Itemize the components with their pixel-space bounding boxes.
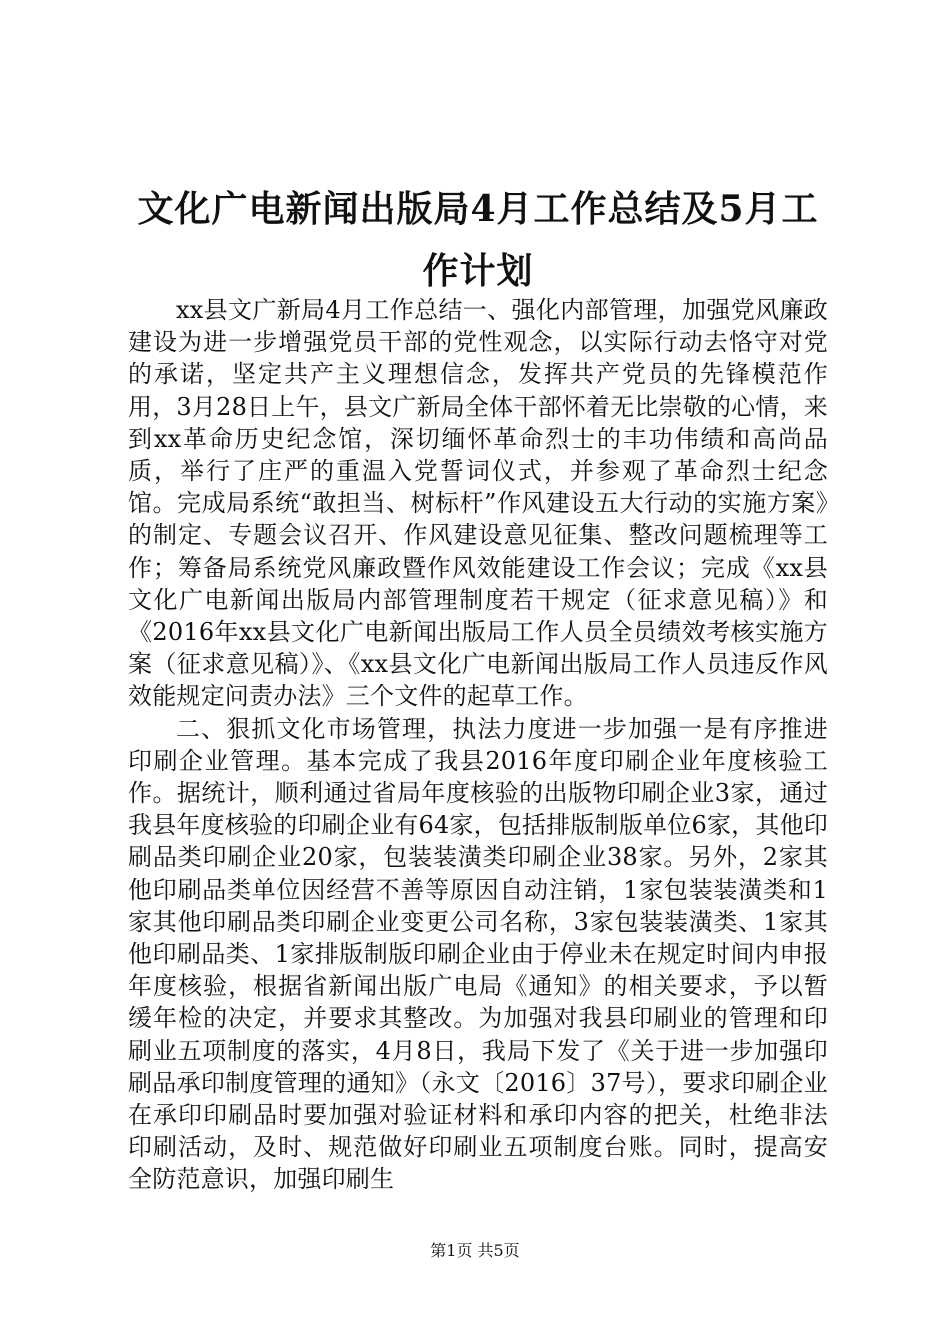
document-body [128,294,828,1196]
document-title: 文化广电新闻出版局4月工作总结及5月工作计划 [137,188,819,292]
page-number: 第1页 共5页 [430,1241,520,1260]
paragraph-1: xx县文广新局4月工作总结一、强化内部管理，加强党风廉政建设为进一步增强党员干部的党性观念，以实际行动去恪守对党的承诺，坚定共产主义理想信念，发挥共产党员的先锋模范作用，3月28日上午，县文广新局全体干部怀着无比崇敬的心情，来到xx革命历史纪念馆，深切缅怀革命烈士的丰功伟绩和高尚品质，举行了庄严的重温入党誓词仪式，并参观了革命烈士纪念馆。完成局系统“敢担当、树标杆”作风建设五大行动的实施方案》的制定、专题会议召开、作风建设意见征集、整改问题梳理等工作；筹备局系统党风廉政暨作风效能建设工作会议；完成《xx县文化广电新闻出版局内部管理制度若干规定（征求意见稿）》和《2016年xx县文化广电新闻出版局工作人员全员绩效考核实施方案（征求意见稿）》、《xx县文化广电新闻出版局工作人员违反作风效能规定问责办法》三个文件的起草工作。 [128,296,828,711]
paragraph-2: 二、狠抓文化市场管理，执法力度进一步加强一是有序推进印刷企业管理。基本完成了我县2016年度印刷企业年度核验工作。据统计，顺利通过省局年度核验的出版物印刷企业3家，通过我县年度核验的印刷企业有64家，包括排版制版单位6家，其他印刷品类印刷企业20家，包装装潢类印刷企业38家。另外，2家其他印刷品类单位因经营不善等原因自动注销，1家包装装潢类和1家其他印刷品类印刷企业变更公司名称，3家包装装潢类、1家其他印刷品类、1家排版制版印刷企业由于停业未在规定时间内申报年度核验，根据省新闻出版广电局《通知》的相关要求，予以暂缓年检的决定，并要求其整改。为加强对我县印刷业的管理和印刷业五项制度的落实，4月8日，我局下发了《关于进一步加强印刷品承印制度管理的通知》（永文〔2016〕37号），要求印刷企业在承印印刷品时要加强对验证材料和承印内容的把关，杜绝非法印刷活动，及时、规范做好印刷业五项制度台账。同时，提高安全防范意识，加强印刷生 [128,714,828,1194]
